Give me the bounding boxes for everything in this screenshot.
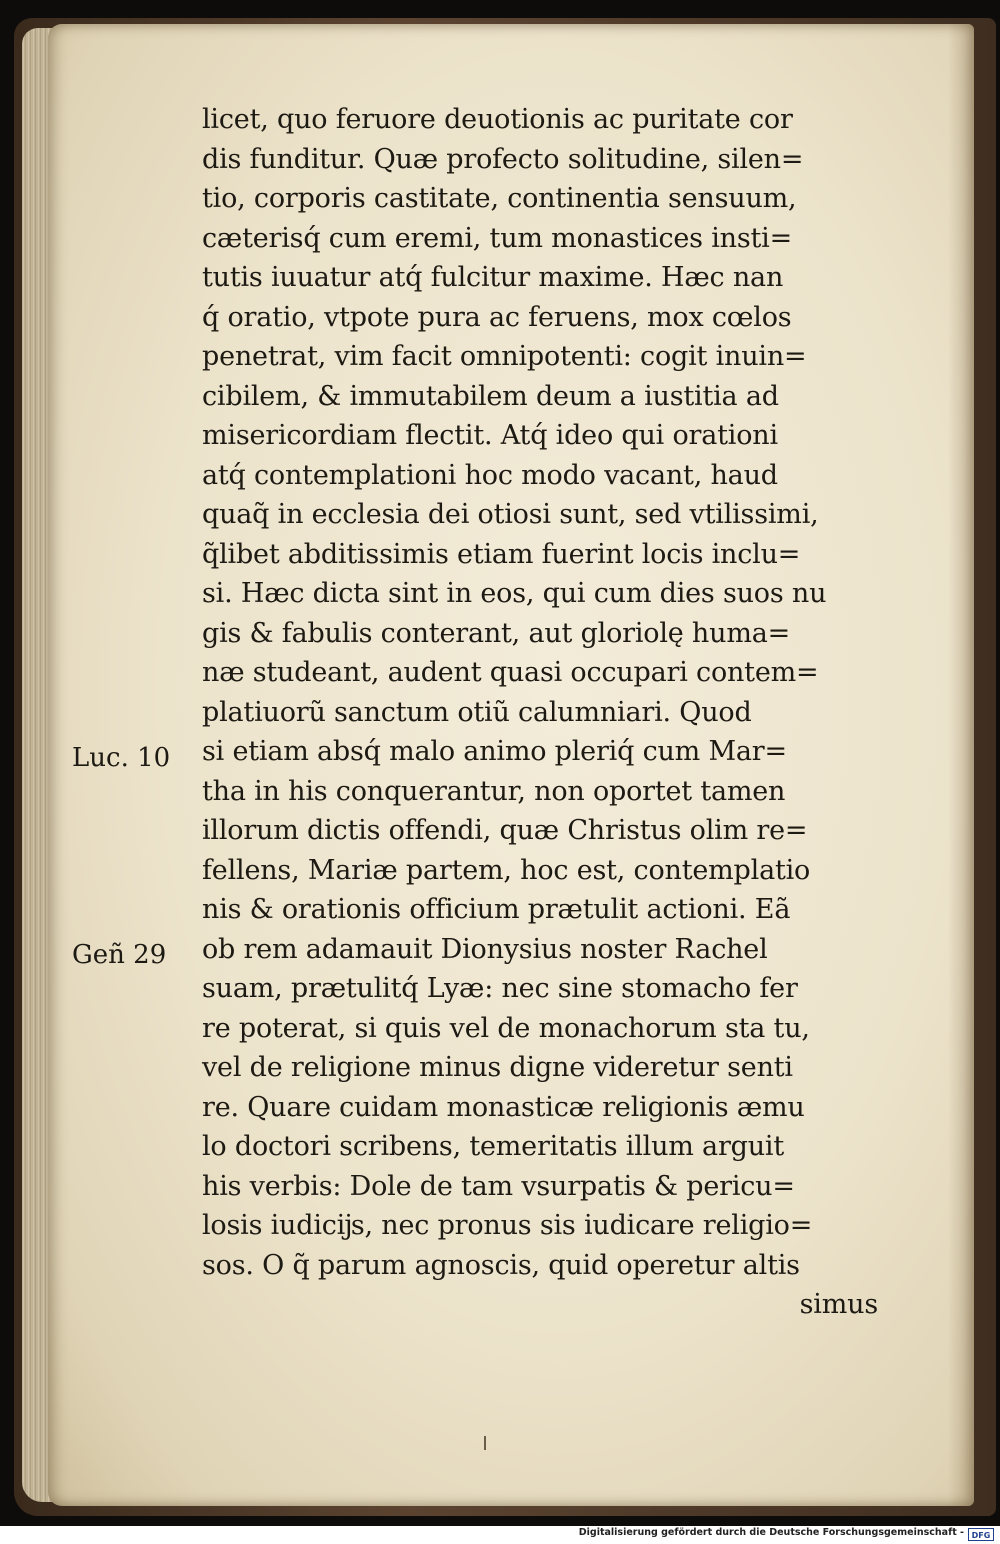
catchword: simus (799, 1289, 878, 1320)
text-line: licet, quo feruore deuotionis ac puritate cor (202, 104, 793, 135)
text-line: tutis iuuatur atq́ fulcitur maxime. Hæc nan (202, 262, 784, 293)
text-line: atq́ contemplationi hoc modo vacant, haud (202, 459, 778, 491)
text-line: his verbis: Dole de tam vsurpatis & pericu= (202, 1170, 795, 1202)
text-line: q̃libet abditissimis etiam fuerint locis inclu= (202, 538, 801, 570)
text-line: q́ oratio, vtpote pura ac feruens, mox cœlos (202, 301, 792, 333)
text-line: cibilem, & immutabilem deum a iustitia ad (202, 380, 779, 412)
text-line: re. Quare cuidam monasticæ religionis æmu (202, 1091, 805, 1123)
text-line: losis iudicĳs, nec pronus sis iudicare religio= (202, 1210, 813, 1241)
text-line: cæterisq́ cum eremi, tum monastices insti= (202, 222, 792, 254)
text-line: tio, corporis castitate, continentia sensuum, (202, 183, 797, 214)
footer-bar (0, 1526, 1000, 1544)
text-line: vel de religione minus digne videretur senti (202, 1052, 793, 1083)
margin-note-genesis: Geñ 29 (72, 940, 167, 970)
text-line: sos. O q̃ parum agnoscis, quid operetur altis (202, 1249, 800, 1281)
text-line: næ studeant, audent quasi occupari contem= (202, 657, 819, 688)
text-line: si. Hæc dicta sint in eos, qui cum dies suos nu (202, 578, 827, 609)
text-line: tha in his conquerantur, non oportet tamen (202, 775, 786, 807)
margin-note-luke: Luc. 10 (72, 743, 171, 773)
text-line: penetrat, vim facit omnipotenti: cogit inuin= (202, 341, 807, 372)
text-line: lo doctori scribens, temeritatis illum arguit (202, 1131, 785, 1162)
text-line: re poterat, si quis vel de monachorum sta tu, (202, 1012, 810, 1044)
text-line: gis & fabulis conterant, aut gloriolę huma= (202, 617, 791, 649)
body-text (202, 100, 892, 1325)
text-line: illorum dictis offendi, quæ Christus olim re= (202, 815, 808, 846)
text-line: suam, prætulitq́ Lyæ: nec sine stomacho fer (202, 973, 798, 1004)
funding-credit: Digitalisierung gefördert durch die Deutsche Forschungsgemeinschaft - (578, 1527, 964, 1538)
text-line: platiuorũ sanctum otiũ calumniari. Quod (202, 696, 752, 728)
page-mark (484, 1436, 486, 1450)
text-line: fellens, Mariæ partem, hoc est, contemplatio (202, 854, 811, 886)
dfg-logo-icon: DFG (968, 1528, 994, 1541)
text-line: quaq̃ in ecclesia dei otiosi sunt, sed vtilissimi, (202, 499, 819, 530)
text-line: misericordiam flectit. Atq́ ideo qui orationi (202, 420, 778, 451)
text-line: nis & orationis officium prætulit actioni. Eã (202, 894, 791, 925)
text-line: dis funditur. Quæ profecto solitudine, silen= (202, 143, 804, 175)
text-line: si etiam absq́ malo animo pleriq́ cum Mar= (202, 736, 787, 767)
text-line: ob rem adamauit Dionysius noster Rachel (202, 933, 768, 965)
page-shade (948, 24, 974, 1506)
